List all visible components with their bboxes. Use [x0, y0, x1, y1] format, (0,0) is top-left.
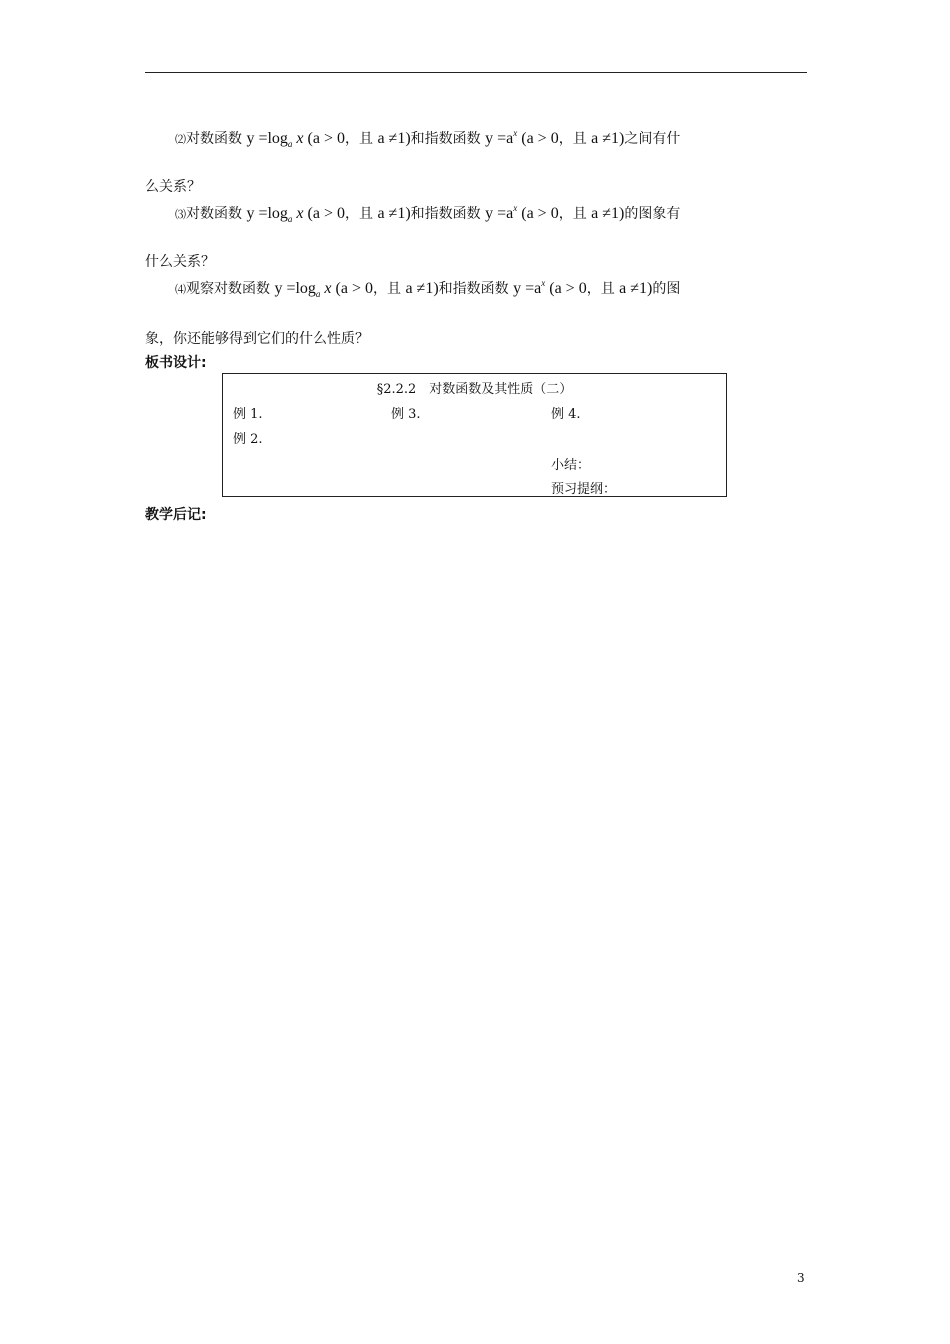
log-function: $y =\log_a$ x (a > 0 [246, 130, 345, 149]
question-2-line-1: ⑵对数函数 $y =\log_a$ x (a > 0，且 a ≠1)和指数函数 $y =a^x$ (a > 0，且 a ≠1)之间有什 [175, 128, 681, 149]
condition: a ≠1) [619, 280, 653, 297]
board-example-3: 例 3. [391, 407, 421, 422]
board-example-2: 例 2. [233, 432, 263, 447]
board-example-1: 例 1. [233, 407, 263, 422]
page-number: 3 [797, 1271, 805, 1285]
question-4-line-2: 象，你还能够得到它们的什么性质？ [145, 331, 369, 347]
header-rule [145, 72, 807, 73]
log-function: $y =\log_a$ x (a > 0 [246, 205, 345, 224]
question-3-line-2: 什么关系？ [145, 254, 215, 270]
board-example-4: 例 4. [551, 407, 581, 422]
exp-function: $y =a^x$ (a > 0 [485, 203, 559, 222]
question-4-line-1: ⑷观察对数函数 $y =\log_a$ x (a > 0，且 a ≠1)和指数函数 $y =a^x$ (a > 0，且 a ≠1)的图 [175, 278, 681, 299]
question-number: ⑶ [175, 208, 186, 221]
board-summary: 小结： [551, 458, 591, 473]
log-function: $y =\log_a$ x (a > 0 [274, 280, 373, 299]
board-preview: 预习提纲： [551, 482, 617, 497]
condition: a ≠1) [377, 130, 411, 147]
teaching-notes-heading: 教学后记: [145, 507, 207, 523]
exp-function: $y =a^x$ (a > 0 [485, 128, 559, 147]
question-number: ⑵ [175, 133, 186, 146]
question-2-line-2: 么关系？ [145, 179, 201, 195]
condition: a ≠1) [405, 280, 439, 297]
condition: a ≠1) [591, 130, 625, 147]
condition: a ≠1) [377, 205, 411, 222]
board-title: §2.2.2 对数函数及其性质（二） [376, 382, 573, 397]
question-number: ⑷ [175, 283, 186, 296]
question-3-line-1: ⑶对数函数 $y =\log_a$ x (a > 0，且 a ≠1)和指数函数 $y =a^x$ (a > 0，且 a ≠1)的图象有 [175, 203, 681, 224]
board-design-box [222, 373, 727, 497]
board-design-heading: 板书设计: [145, 355, 207, 371]
exp-function: $y =a^x$ (a > 0 [513, 278, 587, 297]
condition: a ≠1) [591, 205, 625, 222]
